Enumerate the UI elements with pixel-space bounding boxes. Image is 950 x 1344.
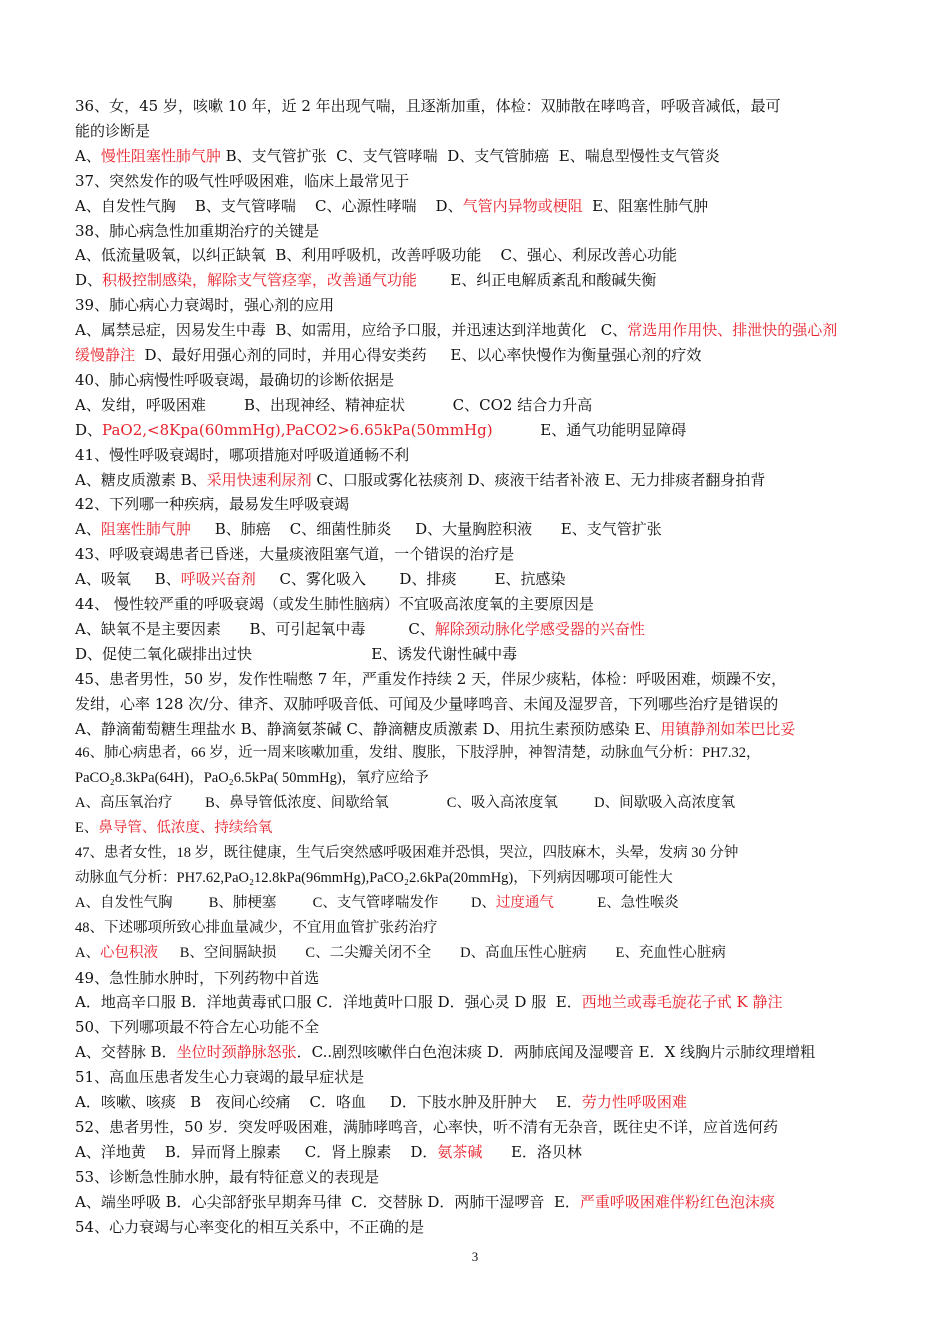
text-line xyxy=(75,1041,815,1063)
text-line xyxy=(75,244,677,266)
answer-highlight: 西地兰或毒毛旋花子甙 K 静注 xyxy=(581,993,783,1012)
text-line xyxy=(75,145,720,167)
text-segment: E、 xyxy=(75,820,99,837)
text-segment: 49、急性肺水肿时，下列药物中首选 xyxy=(75,968,320,987)
text-line xyxy=(75,344,701,366)
text-segment: 44、 慢性较严重的呼吸衰竭（或发生肺性脑病）不宜吸高浓度氧的主要原因是 xyxy=(75,595,594,613)
text-segment: 37、突然发作的吸气性呼吸困难，临床上最常见于 xyxy=(75,171,410,190)
text-segment: A、吸氧 B、 xyxy=(75,570,181,589)
text-segment: A、 xyxy=(75,520,101,539)
text-line xyxy=(75,568,566,590)
text-segment: C、雾化吸入 D、排痰 E、抗感染 xyxy=(255,570,566,589)
text-line xyxy=(75,419,686,441)
text-line xyxy=(75,220,319,242)
text-segment: A．地高辛口服 B．洋地黄毒甙口服 C．洋地黄叶口服 D．强心灵 D 服 E． xyxy=(75,993,582,1012)
text-line xyxy=(75,1166,379,1188)
text-segment: A、静滴葡萄糖生理盐水 B、静滴氨茶碱 C、静滴糖皮质激素 D、用抗生素预防感染 E、 xyxy=(75,719,661,738)
text-line xyxy=(75,518,662,540)
text-segment: D、最好用强心剂的同时，并用心得安类药 E、以心率快慢作为衡量强心剂的疗效 xyxy=(135,346,702,364)
text-segment: 53、诊断急性肺水肿，最有特征意义的表现是 xyxy=(75,1167,380,1186)
text-segment: 40、肺心病慢性呼吸衰竭，最确切的诊断依据是 xyxy=(75,370,395,389)
text-segment: D、 xyxy=(75,271,103,290)
text-segment: A、糖皮质激素 B、 xyxy=(75,470,207,489)
text-segment: A、属禁忌症，因易发生中毒 B、如需用，应给予口服，并迅速达到洋地黄化 C、 xyxy=(75,321,628,340)
text-line xyxy=(75,469,765,491)
text-line xyxy=(75,120,150,142)
answer-highlight: 坐位时颈静脉怒张 xyxy=(176,1043,297,1062)
text-segment: 42、下列哪一种疾病，最易发生呼吸衰竭 xyxy=(75,495,350,514)
text-segment: E．洛贝林 xyxy=(482,1142,582,1161)
text-segment: C、口服或雾化祛痰剂 D、痰液干结者补液 E、无力排痰者翻身拍背 xyxy=(311,470,766,489)
text-segment: B、支气管扩张 C、支气管哮喘 D、支气管肺癌 E、喘息型慢性支气管炎 xyxy=(220,146,720,165)
text-segment: 52、患者男性，50 岁．突发呼吸困难，满肺哮鸣音，心率快，听不清有无杂音，既往史不详，应首选何药 xyxy=(75,1117,778,1136)
answer-highlight: 解除颈动脉化学感受器的兴奋性 xyxy=(434,619,645,638)
text-line xyxy=(75,394,592,416)
text-segment: B、肺癌 C、细菌性肺炎 D、大量胸腔积液 E、支气管扩张 xyxy=(190,520,662,539)
text-segment: 50、下列哪项最不符合左心功能不全 xyxy=(75,1018,320,1037)
text-segment: 41、慢性呼吸衰竭时，哪项措施对呼吸道通畅不利 xyxy=(75,445,410,464)
text-line xyxy=(75,693,778,715)
text-line xyxy=(75,792,735,814)
text-segment: ．C..剧烈咳嗽伴白色泡沫痰 D．两肺底闻及湿嘤音 E．X 线胸片示肺纹理增粗 xyxy=(296,1043,816,1062)
text-line xyxy=(75,493,349,515)
text-segment: 能的诊断是 xyxy=(75,121,151,140)
text-segment: A、 xyxy=(75,146,101,165)
text-segment: 动脉血气分析：PH7.62,PaO₂12.8kPa(96mmHg),PaCO₂2.6kPa(20mmHg)，下列病因哪项可能性大 xyxy=(75,869,673,886)
text-segment: A、交替脉 B． xyxy=(75,1043,177,1062)
text-line xyxy=(75,742,761,764)
answer-highlight: 心包积液 xyxy=(99,944,158,961)
text-segment: 51、高血压患者发生心力衰竭的最早症状是 xyxy=(75,1068,365,1087)
text-segment: A、洋地黄 B．异而肾上腺素 C．肾上腺素 D． xyxy=(75,1142,438,1161)
text-segment: B、空间膈缺损 C、二尖瓣关闭不全 D、高血压性心脏病 E、充血性心脏病 xyxy=(157,944,726,961)
text-segment: E、通气功能明显障碍 xyxy=(492,420,687,439)
text-line xyxy=(75,867,673,889)
text-segment: A、低流量吸氧，以纠正缺氧 B、利用呼吸机，改善呼吸功能 C、强心、利尿改善心功能 xyxy=(75,246,677,265)
answer-highlight: 鼻导管、低浓度、持续给氧 xyxy=(98,820,273,837)
text-line xyxy=(75,369,394,391)
page-number: 3 xyxy=(471,1249,479,1264)
text-segment: PaCO₂8.3kPa(64H)，PaO₂6.5kPa( 50mmHg)，氧疗应给予 xyxy=(75,770,429,787)
text-segment: 36、女，45 岁，咳嗽 10 年，近 2 年出现气喘，且逐渐加重，体检：双肺散在哮鸣音，呼吸音减低，最可 xyxy=(75,97,781,115)
text-line xyxy=(75,643,517,665)
text-line xyxy=(75,892,679,914)
text-line xyxy=(75,718,795,740)
text-line xyxy=(75,917,438,939)
text-segment: 54、心力衰竭与心率变化的相互关系中，不正确的是 xyxy=(75,1217,425,1236)
text-line xyxy=(75,1116,778,1138)
text-segment: 48、下述哪项所致心排血量减少，不宜用血管扩张药治疗 xyxy=(75,919,438,936)
text-segment: 43、呼吸衰竭患者已昏迷，大量痰液阻塞气道，一个错误的治疗是 xyxy=(75,545,515,564)
answer-highlight: 采用快速利尿剂 xyxy=(206,470,312,489)
answer-highlight: 积极控制感染，解除支气管痉挛，改善通气功能 xyxy=(102,271,418,290)
text-segment: A、发绀，呼吸困难 B、出现神经、精神症状 C、CO2 结合力升高 xyxy=(75,395,593,414)
text-line xyxy=(75,942,726,964)
text-segment: 47、患者女性，18 岁，既往健康，生气后突然感呼吸困难并恐惧，哭泣，四肢麻木，头晕，发病 30 分钟 xyxy=(75,845,739,861)
text-line xyxy=(75,668,786,690)
answer-highlight: 缓慢静注 xyxy=(75,346,136,364)
text-segment: E、阻塞性肺气肿 xyxy=(582,196,709,215)
text-line xyxy=(75,269,656,291)
answer-highlight: 劳力性呼吸困难 xyxy=(581,1093,687,1111)
text-line xyxy=(75,1216,424,1238)
text-segment: A、高压氧治疗 B、鼻导管低浓度、间歇给氧 C、吸入高浓度氧 D、间歇吸入高浓度氧 xyxy=(75,795,736,812)
text-line xyxy=(75,618,645,640)
text-segment: 46、肺心病患者，66 岁，近一周来咳嗽加重，发绀、腹胀，下肢浮肿，神智清楚，动脉血气分析：PH7.32， xyxy=(75,745,761,762)
text-line xyxy=(75,170,409,192)
text-line xyxy=(75,767,429,789)
text-segment: A、端坐呼吸 B．心尖部舒张早期奔马律 C．交替脉 D．两肺干湿啰音 E． xyxy=(75,1192,580,1211)
text-line xyxy=(75,967,319,989)
answer-highlight: 用镇静剂如苯巴比妥 xyxy=(660,719,796,738)
text-line xyxy=(75,543,514,565)
text-segment: 45、患者男性，50 岁，发作性喘憋 7 年，严重发作持续 2 天，伴尿少痰粘，体检：呼吸困难，烦躁不安， xyxy=(75,669,787,688)
text-segment: E、急性喉炎 xyxy=(553,894,679,911)
text-segment: A、缺氧不是主要因素 B、可引起氧中毒 C、 xyxy=(75,619,435,638)
text-segment: E、纠正电解质紊乱和酸碱失衡 xyxy=(417,271,657,290)
text-segment: D、 xyxy=(75,420,103,439)
text-line xyxy=(75,195,708,217)
text-segment: 38、肺心病急性加重期治疗的关键是 xyxy=(75,221,320,240)
text-line xyxy=(75,1141,582,1163)
text-segment: 39、肺心病心力衰竭时，强心剂的应用 xyxy=(75,296,335,315)
answer-highlight: 阻塞性肺气肿 xyxy=(100,520,191,539)
text-line xyxy=(75,1016,319,1038)
answer-highlight: 呼吸兴奋剂 xyxy=(180,570,256,589)
text-line xyxy=(75,294,334,316)
text-segment: 发绀，心率 128 次/分、律齐、双肺呼吸音低、可闻及少量哮鸣音、未闻及湿罗音，下列哪些治疗是错误的 xyxy=(75,694,779,713)
answer-highlight: 氨茶碱 xyxy=(437,1142,483,1161)
answer-highlight: 过度通气 xyxy=(495,894,554,911)
text-line xyxy=(75,593,594,615)
text-line xyxy=(75,842,738,864)
text-segment: A、 xyxy=(75,944,100,961)
answer-highlight: 慢性阻塞性肺气肿 xyxy=(100,146,221,165)
answer-highlight: 常选用作用快、排泄快的强心剂 xyxy=(627,321,838,340)
answer-highlight: 气管内异物或梗阻 xyxy=(462,196,583,215)
answer-highlight: 严重呼吸困难伴粉红色泡沫痰 xyxy=(579,1192,775,1211)
text-segment: D、促使二氧化碳排出过快 E、诱发代谢性碱中毒 xyxy=(75,644,518,663)
text-line xyxy=(75,319,837,341)
text-line xyxy=(75,1191,775,1213)
text-line xyxy=(75,1066,364,1088)
text-segment: A、自发性气胸 B、支气管哮喘 C、心源性哮喘 D、 xyxy=(75,196,463,215)
text-line xyxy=(75,95,781,117)
text-segment: A、自发性气胸 B、肺梗塞 C、支气管哮喘发作 D、 xyxy=(75,894,496,911)
text-segment: A．咳嗽、咳痰 B 夜间心绞痛 C．咯血 D．下肢水肿及肝肿大 E． xyxy=(75,1093,582,1111)
answer-highlight: PaO2,<8Kpa(60mmHg),PaCO2>6.65kPa(50mmHg) xyxy=(102,420,493,439)
text-line xyxy=(75,991,782,1013)
text-line xyxy=(75,1091,687,1113)
text-line xyxy=(75,444,409,466)
text-line xyxy=(75,817,272,839)
